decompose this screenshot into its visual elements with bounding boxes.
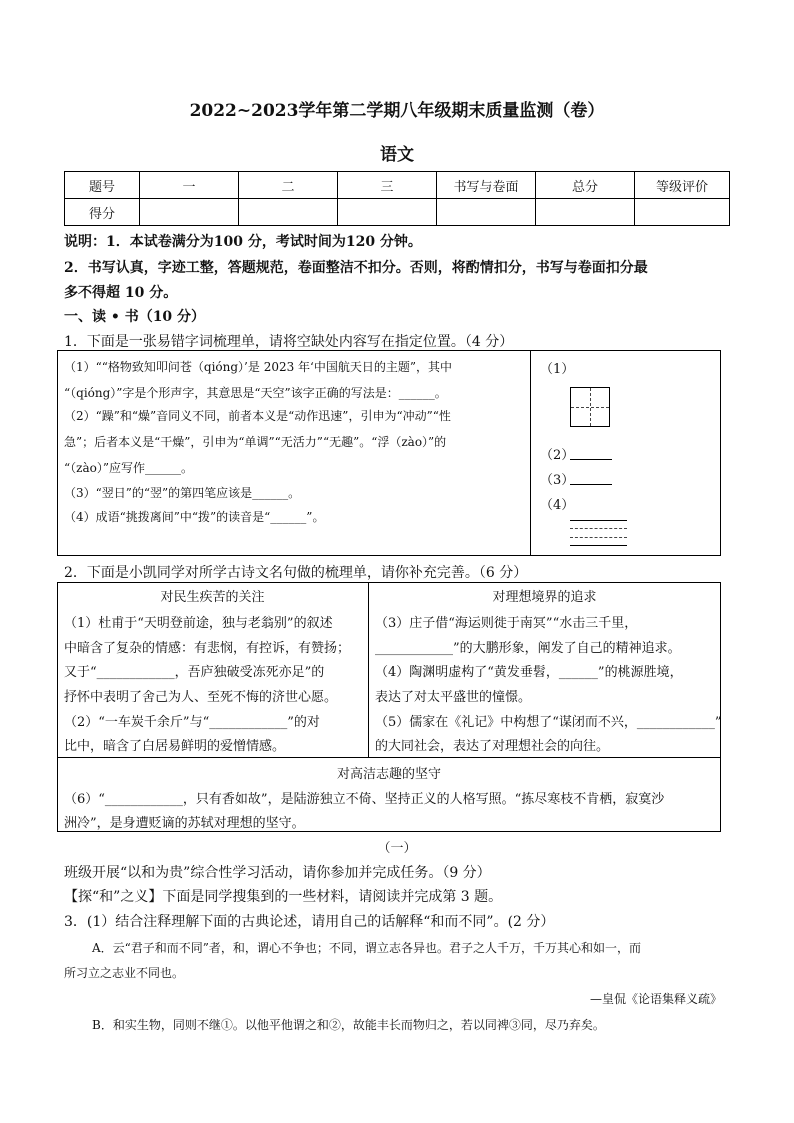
- q2-line: （6）“____________，只有香如故”，是陆游独立不倚、坚持正义的人格写照。“拣尽寒枝不肯栖，寂寞沙: [64, 792, 665, 807]
- classical-text: 所习立之志业不同也。: [64, 966, 185, 980]
- instruction-line: 说明：1．本试卷满分为100 分，考试时间为120 分钟。: [64, 234, 422, 250]
- instruction-line: 2．书写认真，字迹工整，答题规范，卷面整洁不扣分。否则，将酌情扣分，书写与卷面扣分最: [64, 260, 648, 276]
- q2-line: （2）“一车炭千余斤”与“____________”的对: [64, 715, 320, 730]
- answer-blank[interactable]: [570, 459, 612, 460]
- score-input-cell[interactable]: [140, 199, 239, 226]
- classical-text: A．云“君子和而不同”者，和，谓心不争也；不同，谓立志各异也。君子之人千万，千万其心和如一，而: [92, 941, 641, 955]
- tian-grid-box[interactable]: [570, 387, 610, 427]
- q2-line: ____________”的大鹏形象，阐发了自己的精神追求。: [375, 641, 681, 656]
- q2-line: （4）陶渊明虚构了“黄发垂髫，______”的桃源胜境，: [375, 665, 683, 680]
- q1-line: （3）“翌日”的“翌”的第四笔应该是______。: [64, 486, 301, 500]
- table-cell: 二: [239, 172, 338, 199]
- q2-line: 又于“____________，吾庐独破受冻死亦足”的: [64, 665, 325, 680]
- part-marker: （一）: [377, 841, 417, 856]
- table-cell: 等级评价: [635, 172, 730, 199]
- table-cell: 三: [338, 172, 437, 199]
- score-table: [64, 171, 730, 226]
- q2-line: 中暗含了复杂的情感：有悲悯，有控诉，有赞扬；: [64, 641, 351, 656]
- pinyin-line: [570, 537, 627, 538]
- table-cell: 书写与卷面: [437, 172, 536, 199]
- classical-text: B．和实生物，同则不继①。以他平他谓之和②，故能丰长而物归之，若以同裨③同，尽乃弃矣。: [92, 1018, 605, 1032]
- exam-title: 2022~2023学年第二学期八年级期末质量监测（卷）: [189, 101, 605, 121]
- table-row: [65, 199, 730, 226]
- q1-line: （4）成语“挑拨离间”中“拨”的读音是“______”。: [64, 510, 325, 524]
- score-input-cell[interactable]: [239, 199, 338, 226]
- row-header: 对高洁志趣的坚守: [336, 767, 441, 782]
- score-input-cell[interactable]: [536, 199, 635, 226]
- task-intro: 班级开展“以和为贵”综合性学习活动，请你参加并完成任务。（9 分）: [64, 865, 491, 881]
- question-stem: 3．(1）结合注释理解下面的古典论述，请用自己的话解释“和而不同”。(2 分）: [64, 914, 555, 930]
- q1-line: “（zào）”应写作______。: [64, 461, 193, 475]
- answer-blank[interactable]: [570, 484, 612, 485]
- q2-line: 表达了对太平盛世的憧憬。: [375, 690, 532, 705]
- q2-line: 的大同社会，表达了对理想社会的向往。: [375, 739, 610, 754]
- q1-line: （1）““格物致知叩问苍（qióng）’是 2023 年‘中国航天日的主题”，其中: [64, 360, 452, 374]
- q2-line: （5）儒家在《礼记》中构想了“谋闭而不兴，____________”: [375, 715, 722, 730]
- q1-line: “（qióng）”字是个形声字，其意思是“天空”该字正确的写法是：______。: [64, 386, 447, 400]
- answer-label: （1）: [540, 362, 575, 377]
- score-input-cell[interactable]: [635, 199, 730, 226]
- source-citation: —皇侃《论语集释义疏》: [589, 992, 722, 1006]
- table-cell: 得分: [65, 199, 140, 226]
- column-header: 对理想境界的追求: [492, 590, 597, 605]
- question-stem: 1．下面是一张易错字词梳理单，请将空缺处内容写在指定位置。（4 分）: [64, 334, 514, 350]
- q2-line: （1）杜甫于“天明登前途，独与老翁别”的叙述: [64, 616, 333, 631]
- table-cell: 题号: [65, 172, 140, 199]
- table-cell: 总分: [536, 172, 635, 199]
- q2-line: 洲冷”，是身遭贬谪的苏轼对理想的坚守。: [64, 816, 305, 831]
- q2-line: 比中，暗含了白居易鲜明的爱憎情感。: [64, 739, 286, 754]
- subject-title: 语文: [380, 145, 414, 165]
- answer-label: （3）: [540, 473, 575, 488]
- divider: [530, 350, 531, 556]
- pinyin-line: [570, 528, 627, 529]
- q2-line: 抒怀中表明了舍己为人、至死不悔的济世心愿。: [64, 690, 338, 705]
- table-row: [65, 172, 730, 199]
- section-heading: 一、读 • 书（10 分）: [64, 309, 206, 325]
- q1-box: [57, 350, 721, 556]
- pinyin-line: [570, 520, 627, 521]
- score-input-cell[interactable]: [437, 199, 536, 226]
- q1-line: 急”；后者本义是“干燥”，引申为“单调”“无活力”“无趣”。“浮（zào）”的: [64, 435, 447, 449]
- divider: [368, 582, 369, 757]
- answer-label: （4）: [540, 498, 575, 513]
- task-intro: 【探“和”之义】下面是同学搜集到的一些材料，请阅读并完成第 3 题。: [64, 889, 503, 905]
- q2-line: （3）庄子借“海运则徙于南冥”“水击三千里，: [375, 616, 638, 631]
- q1-line: （2）“躁”和“燥”音同义不同，前者本义是“动作迅速”，引申为“冲动”“性: [64, 409, 451, 423]
- answer-label: （2）: [540, 448, 575, 463]
- divider: [57, 757, 721, 758]
- table-cell: 一: [140, 172, 239, 199]
- question-stem: 2．下面是小凯同学对所学古诗文名句做的梳理单，请你补充完善。（6 分）: [64, 565, 528, 581]
- instruction-line: 多不得超 10 分。: [64, 285, 178, 301]
- column-header: 对民生疾苦的关注: [160, 590, 265, 605]
- score-input-cell[interactable]: [338, 199, 437, 226]
- pinyin-line[interactable]: [570, 545, 627, 546]
